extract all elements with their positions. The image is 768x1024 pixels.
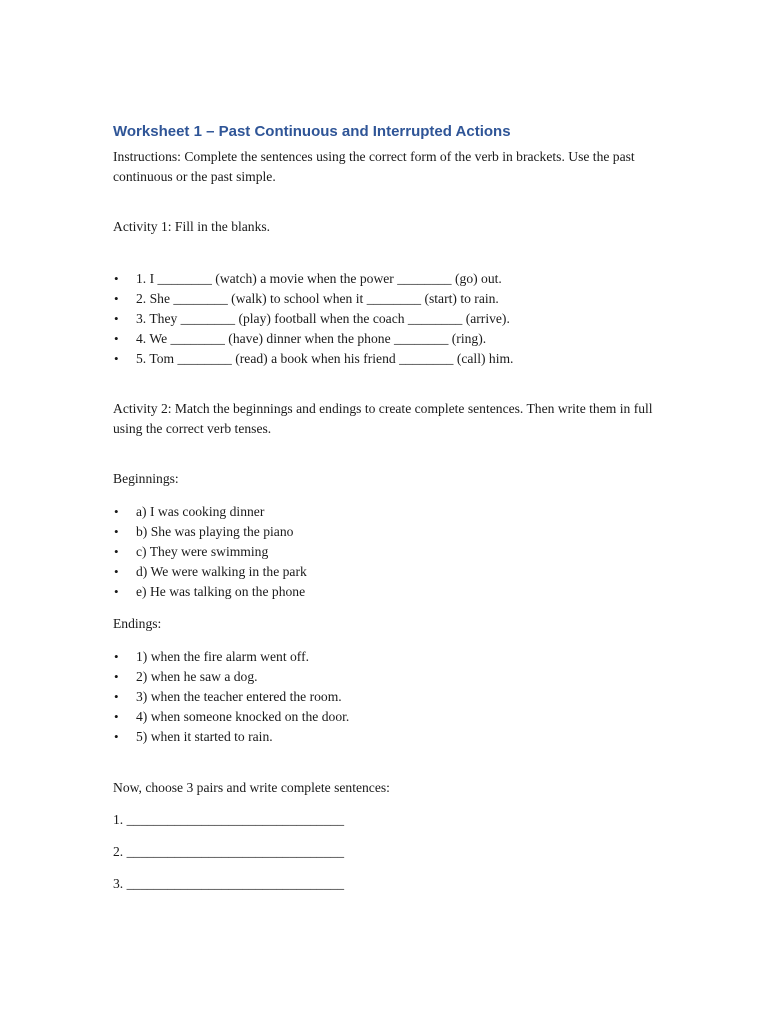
activity1-heading: Activity 1: Fill in the blanks.	[113, 219, 271, 234]
activity1-list	[113, 269, 673, 369]
list-item: • 2. She ________ (walk) to school when it ________ (start) to rain.	[113, 289, 673, 309]
list-item: • d) We were walking in the park	[113, 562, 673, 582]
list-item: • 1. I ________ (watch) a movie when the power ________ (go) out.	[113, 269, 673, 289]
endings-list	[113, 647, 673, 747]
list-item: • 4) when someone knocked on the door.	[113, 707, 673, 727]
beginnings-label: Beginnings:	[113, 471, 179, 486]
list-item: • 2) when he saw a dog.	[113, 667, 673, 687]
instructions-text: Instructions: Complete the sentences using the correct form of the verb in brackets. Use the past continuous or the past simple.	[113, 149, 635, 184]
list-item: • 3. They ________ (play) football when the coach ________ (arrive).	[113, 309, 673, 329]
beginnings-list	[113, 502, 673, 602]
list-item: • a) I was cooking dinner	[113, 502, 673, 522]
worksheet-title: Worksheet 1 – Past Continuous and Interrupted Actions	[113, 123, 511, 140]
list-item: • 5. Tom ________ (read) a book when his friend ________ (call) him.	[113, 349, 673, 369]
list-item: • 4. We ________ (have) dinner when the phone ________ (ring).	[113, 329, 673, 349]
endings-label: Endings:	[113, 616, 162, 631]
worksheet-page	[113, 122, 673, 906]
list-item: • 5) when it started to rain.	[113, 727, 673, 747]
activity2-heading: Activity 2: Match the beginnings and endings to create complete sentences. Then write them in full using the correct verb tenses.	[113, 401, 653, 436]
list-item: • e) He was talking on the phone	[113, 582, 673, 602]
answer-line: 1. ________________________________	[113, 812, 345, 827]
answer-line: 3. ________________________________	[113, 876, 345, 891]
list-item: • 3) when the teacher entered the room.	[113, 687, 673, 707]
list-item: • 1) when the fire alarm went off.	[113, 647, 673, 667]
list-item: • c) They were swimming	[113, 542, 673, 562]
answer-line: 2. ________________________________	[113, 844, 345, 859]
now-choose-text: Now, choose 3 pairs and write complete sentences:	[113, 780, 390, 795]
list-item: • b) She was playing the piano	[113, 522, 673, 542]
